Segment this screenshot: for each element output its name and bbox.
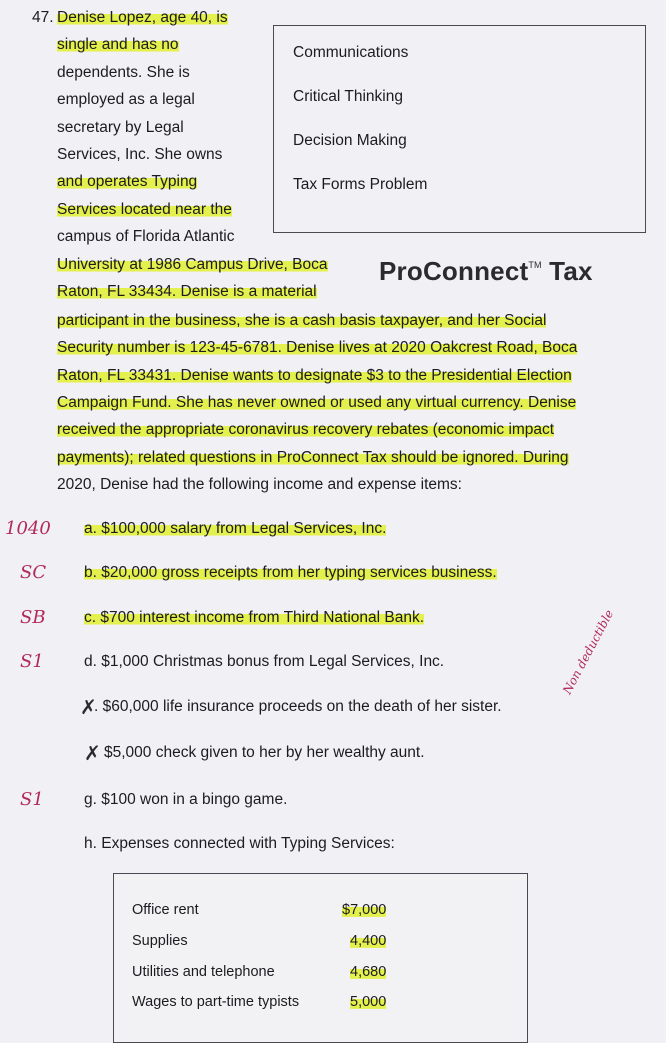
intro-line-4: employed as a legal <box>57 91 195 108</box>
intro-line-10: University at 1986 Campus Drive, Boca <box>57 256 328 273</box>
item-c: c. $700 interest income from Third National Bank. <box>84 609 425 626</box>
proconnect-tax-logo: ProConnect™ Tax <box>379 256 593 286</box>
intro-line-6: Services, Inc. She owns <box>57 146 223 163</box>
intro-line-8: Services located near the <box>57 201 232 218</box>
skill-decision-making: Decision Making <box>293 132 407 149</box>
expense-label: Utilities and telephone <box>132 964 275 980</box>
note-s1-g: S1 <box>20 789 44 810</box>
body-line-5: received the appropriate coronavirus recovery rebates (economic impact <box>57 421 555 438</box>
intro-line-5: secretary by Legal <box>57 119 184 136</box>
body-line-4: Campaign Fund. She has never owned or used any virtual currency. Denise <box>57 394 577 411</box>
note-sc: SC <box>20 562 47 583</box>
item-e: . $60,000 life insurance proceeds on the death of her sister. <box>94 698 502 715</box>
expenses-table <box>113 873 528 1043</box>
intro-line-11: Raton, FL 33434. Denise is a material <box>57 283 317 300</box>
expense-amount: $7,000 <box>342 902 387 918</box>
body-line-7: 2020, Denise had the following income and expense items: <box>57 476 462 493</box>
note-sb: SB <box>20 607 46 628</box>
expense-amount: 4,400 <box>350 933 387 949</box>
item-g: g. $100 won in a bingo game. <box>84 791 288 808</box>
skill-tax-forms-problem: Tax Forms Problem <box>293 176 428 193</box>
intro-line-1: Denise Lopez, age 40, is <box>57 9 228 26</box>
crossed-out-mark-f: ✗ <box>84 741 101 765</box>
expense-amount: 4,680 <box>350 964 387 980</box>
body-line-3: Raton, FL 33431. Denise wants to designate $3 to the Presidential Election <box>57 367 572 384</box>
expense-label: Wages to part-time typists <box>132 994 300 1010</box>
crossed-out-mark-e: ✗ <box>80 695 97 719</box>
note-1040: 1040 <box>5 518 51 539</box>
item-a: a. $100,000 salary from Legal Services, Inc. <box>84 520 387 537</box>
body-line-6: payments); related questions in ProConnect Tax should be ignored. During <box>57 449 569 466</box>
intro-line-2: single and has no <box>57 36 179 53</box>
skills-box <box>273 25 646 233</box>
skill-critical-thinking: Critical Thinking <box>293 88 403 105</box>
expense-label: Supplies <box>132 933 188 949</box>
intro-line-9: campus of Florida Atlantic <box>57 228 235 245</box>
item-b: b. $20,000 gross receipts from her typing services business. <box>84 564 497 581</box>
expense-label: Office rent <box>132 902 199 918</box>
note-nondeductible: Non deductible <box>560 607 617 697</box>
intro-line-3: dependents. She is <box>57 64 190 81</box>
item-h: h. Expenses connected with Typing Services: <box>84 835 395 852</box>
body-line-2: Security number is 123-45-6781. Denise lives at 2020 Oakcrest Road, Boca <box>57 339 578 356</box>
intro-line-7: and operates Typing <box>57 173 198 190</box>
problem-number: 47. <box>32 9 54 26</box>
skill-communications: Communications <box>293 44 409 61</box>
item-f: $5,000 check given to her by her wealthy aunt. <box>104 744 425 761</box>
note-s1-d: S1 <box>20 651 44 672</box>
body-line-1: participant in the business, she is a cash basis taxpayer, and her Social <box>57 312 547 329</box>
item-d: d. $1,000 Christmas bonus from Legal Services, Inc. <box>84 653 445 670</box>
expense-amount: 5,000 <box>350 994 387 1010</box>
